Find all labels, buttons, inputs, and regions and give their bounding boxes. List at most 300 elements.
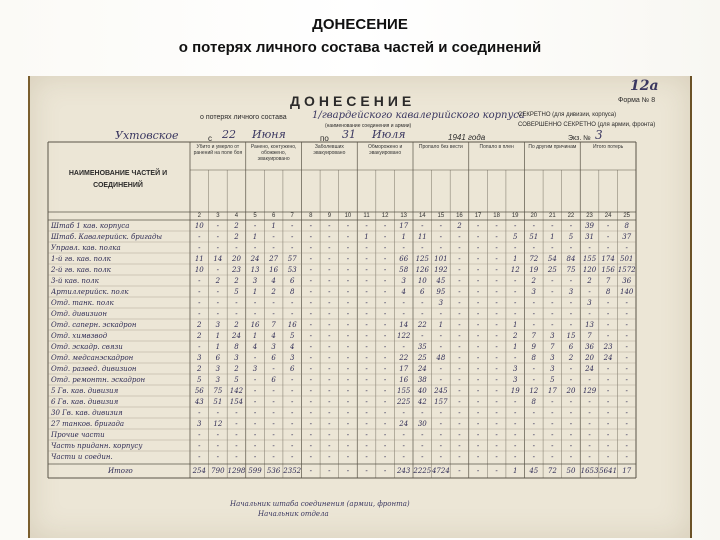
table-cell: - [606, 397, 610, 406]
table-cell: - [253, 397, 257, 406]
table-cell: - [476, 353, 480, 362]
table-cell: 3 [271, 342, 276, 351]
column-number: 12 [381, 213, 389, 219]
table-cell: - [346, 309, 350, 318]
table-cell: - [476, 276, 480, 285]
table-cell: - [272, 397, 275, 406]
table-cell: - [625, 243, 628, 252]
table-cell: - [588, 419, 591, 428]
table-cell: 225 [397, 397, 411, 406]
table-cell: - [383, 342, 387, 351]
table-cell: - [569, 309, 573, 318]
table-cell: 58 [399, 265, 409, 274]
table-cell: 3 [197, 353, 202, 362]
table-cell: - [272, 430, 275, 439]
table-cell: - [365, 452, 368, 461]
total-cell: 2225 [413, 467, 432, 475]
table-cell: - [532, 375, 535, 384]
table-cell: - [476, 408, 480, 417]
table-cell: - [532, 452, 535, 461]
total-cell: - [476, 467, 480, 475]
table-cell: - [328, 408, 331, 417]
table-cell: 16 [287, 320, 297, 329]
table-cell: - [291, 419, 294, 428]
column-number: 16 [456, 213, 463, 219]
table-cell: 14 [399, 320, 409, 329]
total-cell: 790 [211, 467, 225, 475]
table-cell: - [551, 287, 554, 296]
table-cell: 2 [234, 364, 239, 373]
total-cell: 45 [529, 467, 539, 475]
row-label: Управл. кав. полка [51, 243, 121, 252]
table-cell: - [476, 441, 480, 450]
table-cell: - [421, 243, 424, 252]
table-cell: 24 [250, 254, 260, 263]
table-cell: 23 [603, 342, 613, 351]
table-cell: - [402, 243, 405, 252]
table-cell: - [346, 265, 350, 274]
row-label: Артиллерийск. полк [51, 287, 129, 296]
table-cell: - [495, 430, 498, 439]
table-cell: - [253, 452, 257, 461]
archival-document [28, 76, 692, 538]
table-cell: - [606, 331, 610, 340]
table-cell: - [439, 232, 443, 241]
table-cell: 5 [568, 232, 574, 241]
table-cell: - [346, 287, 350, 296]
table-cell: 1 [215, 331, 221, 340]
table-cell: 5 [289, 331, 295, 340]
table-cell: 4 [271, 276, 276, 285]
table-cell: - [476, 430, 480, 439]
table-cell: - [495, 408, 498, 417]
table-cell: 6 [271, 375, 276, 384]
table-cell: - [606, 375, 610, 384]
table-cell: - [532, 221, 535, 230]
group-header: Попало в плен [479, 144, 514, 150]
column-number: 4 [234, 213, 239, 219]
table-cell: - [309, 287, 312, 296]
table-cell: - [495, 287, 498, 296]
table-cell: - [291, 386, 294, 395]
total-cell: - [328, 467, 331, 475]
table-cell: - [253, 441, 257, 450]
table-cell: - [514, 353, 517, 362]
table-cell: - [272, 408, 275, 417]
table-cell: - [365, 298, 368, 307]
table-cell: - [365, 254, 368, 263]
table-cell: - [606, 232, 610, 241]
table-cell: - [346, 364, 350, 373]
table-cell: - [309, 276, 312, 285]
table-cell: - [272, 232, 275, 241]
table-cell: - [458, 353, 461, 362]
group-header: Итого потерь [592, 144, 624, 150]
table-cell: - [551, 243, 554, 252]
column-number: 21 [549, 213, 556, 219]
column-number: 25 [623, 213, 631, 219]
table-cell: - [551, 320, 554, 329]
table-cell: 42 [417, 397, 427, 406]
table-cell: - [476, 287, 480, 296]
table-cell: - [198, 452, 201, 461]
table-cell: - [606, 221, 610, 230]
table-cell: - [291, 452, 294, 461]
table-cell: - [272, 309, 275, 318]
secret-line-1: СЕКРЕТНО (для дивизии, корпуса) [518, 112, 617, 118]
table-cell: - [458, 331, 461, 340]
table-cell: - [328, 397, 331, 406]
table-cell: - [216, 309, 220, 318]
table-cell: 17 [399, 364, 409, 373]
table-cell: 6 [420, 287, 425, 296]
table-cell: 142 [229, 386, 244, 395]
table-cell: - [383, 397, 387, 406]
table-cell: - [402, 452, 405, 461]
table-cell: 22 [399, 353, 409, 362]
table-cell: - [235, 441, 238, 450]
table-cell: 8 [289, 287, 295, 296]
row-label: 6 Гв. кав. дивизия [51, 397, 119, 406]
table-cell: - [309, 430, 312, 439]
table-cell: - [514, 221, 517, 230]
table-cell: 140 [620, 287, 634, 296]
row-label: Отд. танк. полк [51, 298, 114, 307]
table-cell: 8 [624, 221, 629, 230]
column-number: 22 [567, 213, 575, 219]
table-cell: - [291, 243, 294, 252]
name-column-header: НАИМЕНОВАНИЕ ЧАСТЕЙ И СОЕДИНЕНИЙ [68, 170, 168, 189]
total-cell: - [495, 467, 498, 475]
table-cell: 24 [603, 353, 613, 362]
table-cell: - [309, 254, 312, 263]
table-cell: 5 [512, 232, 518, 241]
slide-title: ДОНЕСЕНИЕ [312, 16, 408, 33]
table-cell: - [309, 353, 312, 362]
table-cell: - [402, 342, 405, 351]
table-cell: - [439, 430, 443, 439]
total-cell: 17 [622, 467, 632, 475]
table-cell: 20 [585, 353, 594, 362]
column-number: 23 [586, 213, 593, 219]
table-cell: - [402, 309, 405, 318]
table-cell: - [495, 353, 498, 362]
table-cell: - [458, 375, 461, 384]
table-cell: - [309, 320, 312, 329]
row-label: Отд. химвзвод [51, 331, 108, 340]
group-header: Заболевших эвакуировано [313, 144, 346, 156]
table-cell: - [291, 408, 294, 417]
table-cell: - [606, 309, 610, 318]
table-cell: - [421, 452, 424, 461]
table-cell: - [309, 265, 312, 274]
table-cell: - [402, 298, 405, 307]
table-cell: - [198, 408, 201, 417]
table-cell: - [235, 408, 238, 417]
date-from-month: Июня [252, 128, 286, 141]
table-cell: - [551, 441, 554, 450]
table-cell: 1 [215, 342, 221, 351]
table-cell: - [625, 397, 628, 406]
table-cell: - [346, 375, 350, 384]
table-cell: - [365, 265, 368, 274]
table-cell: - [606, 430, 610, 439]
table-cell: - [328, 232, 331, 241]
table-cell: - [495, 265, 498, 274]
table-cell: - [439, 408, 443, 417]
table-cell: 16 [269, 265, 279, 274]
table-cell: 3 [252, 276, 258, 285]
table-cell: - [514, 298, 517, 307]
table-cell: 3 [531, 287, 537, 296]
table-cell: - [216, 452, 220, 461]
table-cell: - [458, 298, 461, 307]
table-cell: - [383, 375, 387, 384]
table-cell: 3 [550, 331, 555, 340]
table-cell: 11 [194, 254, 204, 263]
table-cell: 2 [234, 232, 239, 241]
table-cell: - [328, 221, 331, 230]
table-cell: 3 [215, 320, 221, 329]
table-cell: - [569, 364, 573, 373]
table-cell: - [476, 375, 480, 384]
table-cell: 1 [512, 320, 518, 329]
table-cell: - [514, 441, 517, 450]
table-cell: - [198, 309, 201, 318]
row-label: Части и соедин. [51, 452, 113, 461]
table-cell: - [495, 419, 498, 428]
table-cell: - [328, 441, 331, 450]
table-cell: - [569, 408, 573, 417]
date-to-prefix: по [320, 134, 329, 143]
table-cell: 51 [529, 232, 539, 241]
table-cell: 38 [417, 375, 427, 384]
table-cell: - [253, 298, 257, 307]
table-cell: - [421, 408, 424, 417]
table-cell: - [476, 232, 480, 241]
table-cell: - [458, 430, 461, 439]
column-number: 5 [253, 213, 257, 219]
row-label: Штаб. Кавалерийск. бригады [51, 232, 163, 241]
table-cell: - [309, 298, 312, 307]
column-number: 6 [271, 213, 276, 219]
table-cell: - [458, 364, 461, 373]
table-cell: 245 [434, 386, 448, 395]
column-number: 11 [363, 213, 370, 219]
table-cell: - [439, 441, 443, 450]
table-cell: - [458, 441, 461, 450]
table-cell: 157 [434, 397, 448, 406]
table-cell: - [421, 331, 424, 340]
table-cell: - [514, 430, 517, 439]
column-number: 19 [511, 213, 519, 219]
table-cell: - [495, 309, 498, 318]
total-cell: 50 [566, 467, 576, 475]
table-cell: - [495, 276, 498, 285]
table-cell: - [569, 276, 573, 285]
table-cell: 30 [417, 419, 427, 428]
table-cell: - [346, 243, 350, 252]
date-prefix: с [208, 134, 212, 143]
table-cell: - [606, 452, 610, 461]
table-cell: - [235, 430, 238, 439]
table-cell: 12 [213, 419, 223, 428]
total-cell: 536 [266, 467, 281, 475]
table-cell: - [532, 320, 535, 329]
table-cell: - [272, 441, 275, 450]
table-cell: - [421, 298, 424, 307]
table-cell: - [291, 309, 294, 318]
table-cell: - [532, 419, 535, 428]
column-number: 20 [530, 213, 538, 219]
table-cell: - [495, 298, 498, 307]
table-cell: - [476, 342, 480, 351]
table-cell: - [514, 419, 517, 428]
table-cell: - [346, 397, 350, 406]
table-cell: - [328, 419, 331, 428]
table-cell: - [458, 342, 461, 351]
table-cell: - [495, 364, 498, 373]
table-cell: 1 [512, 342, 518, 351]
table-cell: - [606, 408, 610, 417]
row-label: 5 Гв. кав. дивизия [51, 386, 119, 395]
table-cell: - [439, 309, 443, 318]
table-cell: 501 [620, 254, 634, 263]
table-cell: - [328, 375, 331, 384]
table-cell: - [439, 364, 443, 373]
table-cell: - [198, 430, 201, 439]
table-cell: 126 [415, 265, 429, 274]
table-cell: - [346, 441, 350, 450]
table-cell: - [365, 243, 368, 252]
losses-handwritten: 1/гвардейского кавалерийского корпуса [312, 110, 525, 121]
table-cell: 3 [587, 298, 592, 307]
table-cell: - [198, 298, 201, 307]
footer-line-2: Начальник отдела [258, 510, 329, 518]
table-cell: 4 [289, 342, 295, 351]
table-cell: - [216, 265, 220, 274]
table-cell: - [235, 419, 238, 428]
table-cell: - [625, 386, 628, 395]
table-cell: - [235, 298, 238, 307]
table-cell: 155 [582, 254, 597, 263]
table-cell: - [383, 265, 387, 274]
table-cell: - [569, 320, 573, 329]
table-cell: 45 [436, 276, 446, 285]
date-to-month: Июля [372, 128, 406, 141]
table-cell: 24 [231, 331, 241, 340]
table-cell: - [514, 309, 517, 318]
table-cell: - [495, 320, 498, 329]
copy-number: 3 [595, 128, 603, 142]
table-cell: 6 [568, 342, 574, 351]
copy-label: Экз. № [568, 135, 591, 142]
table-cell: - [458, 254, 461, 263]
unit-caption: (наименование соединения и армии) [325, 123, 412, 129]
table-cell: 22 [417, 320, 427, 329]
table-cell: - [625, 309, 628, 318]
table-cell: - [383, 419, 387, 428]
table-cell: 6 [271, 353, 276, 362]
table-cell: - [198, 232, 201, 241]
row-label: 27 танков. бригада [51, 419, 125, 428]
group-header: Пропало без вести [418, 144, 463, 150]
table-cell: - [383, 452, 387, 461]
table-cell: - [309, 397, 312, 406]
table-cell: - [198, 276, 201, 285]
table-cell: - [532, 243, 535, 252]
table-cell: - [216, 243, 220, 252]
column-number: 13 [400, 213, 408, 219]
table-cell: - [328, 320, 331, 329]
table-cell: - [569, 419, 573, 428]
table-cell: 3 [512, 364, 518, 373]
table-cell: 16 [399, 375, 409, 384]
table-cell: - [328, 430, 331, 439]
row-label: 2-й гв. кав. полк [51, 265, 111, 274]
table-cell: 2 [587, 276, 592, 285]
table-cell: - [606, 298, 610, 307]
table-cell: 27 [269, 254, 279, 263]
table-cell: - [458, 397, 461, 406]
table-cell: - [551, 309, 554, 318]
table-cell: 1 [550, 232, 555, 241]
table-cell: 95 [436, 287, 446, 296]
table-cell: - [625, 331, 628, 340]
table-cell: - [458, 408, 461, 417]
table-cell: - [495, 254, 498, 263]
table-cell: - [328, 452, 331, 461]
table-cell: - [495, 232, 498, 241]
table-cell: - [309, 221, 312, 230]
table-cell: - [625, 375, 628, 384]
total-cell: 5641 [599, 467, 618, 475]
table-cell: 8 [234, 342, 239, 351]
table-cell: - [328, 243, 331, 252]
table-cell: - [551, 430, 554, 439]
table-cell: 8 [605, 287, 611, 296]
table-cell: 2 [234, 221, 239, 230]
table-cell: - [383, 441, 387, 450]
table-cell: 48 [436, 353, 446, 362]
table-cell: - [421, 221, 424, 230]
total-cell: 1298 [227, 467, 246, 475]
table-cell: - [383, 276, 387, 285]
table-cell: 15 [566, 331, 576, 340]
table-cell: - [625, 342, 628, 351]
column-number: 18 [493, 213, 500, 219]
table-cell: 24 [417, 364, 427, 373]
table-cell: 3 [234, 353, 239, 362]
table-cell: - [346, 331, 350, 340]
table-cell: - [365, 320, 368, 329]
table-cell: 3 [550, 353, 555, 362]
table-cell: 56 [194, 386, 204, 395]
table-cell: - [606, 364, 610, 373]
table-cell: - [476, 221, 480, 230]
table-cell: - [588, 408, 591, 417]
table-cell: - [514, 452, 517, 461]
table-cell: 8 [531, 353, 537, 362]
table-cell: 3 [401, 276, 406, 285]
row-label: Отд. саперн. эскадрон [51, 320, 137, 329]
table-cell: - [346, 430, 350, 439]
table-cell: - [328, 265, 331, 274]
table-cell: - [346, 232, 350, 241]
table-cell: - [421, 309, 424, 318]
row-label: Отд. медсанэскадрон [51, 353, 134, 362]
table-cell: - [458, 452, 461, 461]
